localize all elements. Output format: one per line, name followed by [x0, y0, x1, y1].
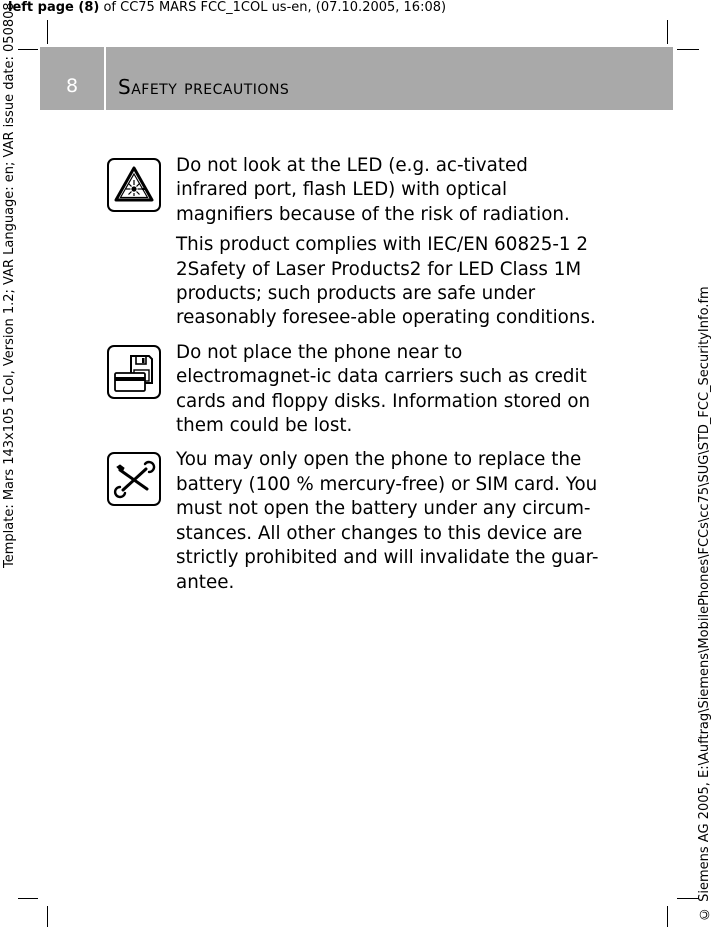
crop-mark [47, 20, 48, 44]
safety-content [105, 154, 605, 605]
crop-mark [18, 898, 38, 899]
paragraph: You may only open the phone to replace the battery (100 % mercury-free) or SIM card. You must not open the battery under any circum-stances. All other changes to this device are strictly prohibited and will invalidate the guar-antee. [176, 449, 599, 593]
header-divider [104, 47, 106, 110]
safety-text [176, 341, 605, 439]
print-info [8, 0, 446, 16]
template-info-text: Template: Mars 143x105 1Col, Version 1.2; VAR Language: en; VAR issue date: 050808 [2, 2, 17, 568]
crop-mark [667, 906, 668, 927]
section-title: Safety precautions [118, 75, 290, 99]
safety-item-laser [105, 154, 605, 331]
paragraph: Do not look at the LED (e.g. ac-tivated infrared port, flash LED) with optical magnifiers because of the risk of radiation. [176, 155, 570, 225]
crop-mark [677, 898, 699, 899]
safety-text [176, 448, 605, 594]
laser-warning-icon [107, 158, 161, 212]
safety-item-data-carriers [105, 341, 605, 439]
page-number: 8 [65, 75, 79, 97]
template-info [2, 0, 18, 927]
crop-mark [677, 49, 699, 50]
paragraph: This product complies with IEC/EN 60825-1 2 2Safety of Laser Products2 for LED Class 1M products; such products are safe under reasonably foresee-able operating conditions. [176, 234, 596, 329]
crop-mark [47, 906, 48, 927]
crop-mark [18, 49, 38, 50]
floppy-disk-card-icon [107, 345, 161, 399]
print-info-details: of CC75 MARS FCC_1COL us-en, (07.10.2005, 16:08) [99, 0, 447, 15]
print-info-page: left page (8) [8, 0, 100, 15]
file-path-text: © Siemens AG 2005, E:\Auftrag\Siemens\MobilePhones\FCCs\cc75\SUG\STD_FCC_SecurityInfo.fm [697, 286, 712, 921]
paragraph: Do not place the phone near to electromagnet-ic data carriers such as credit cards and floppy disks. Information stored on them could be lost. [176, 341, 591, 437]
file-path-info [697, 0, 713, 927]
safety-text [176, 154, 605, 331]
safety-item-opening-phone [105, 448, 605, 594]
no-tools-icon [107, 452, 161, 506]
crop-mark [667, 20, 668, 44]
